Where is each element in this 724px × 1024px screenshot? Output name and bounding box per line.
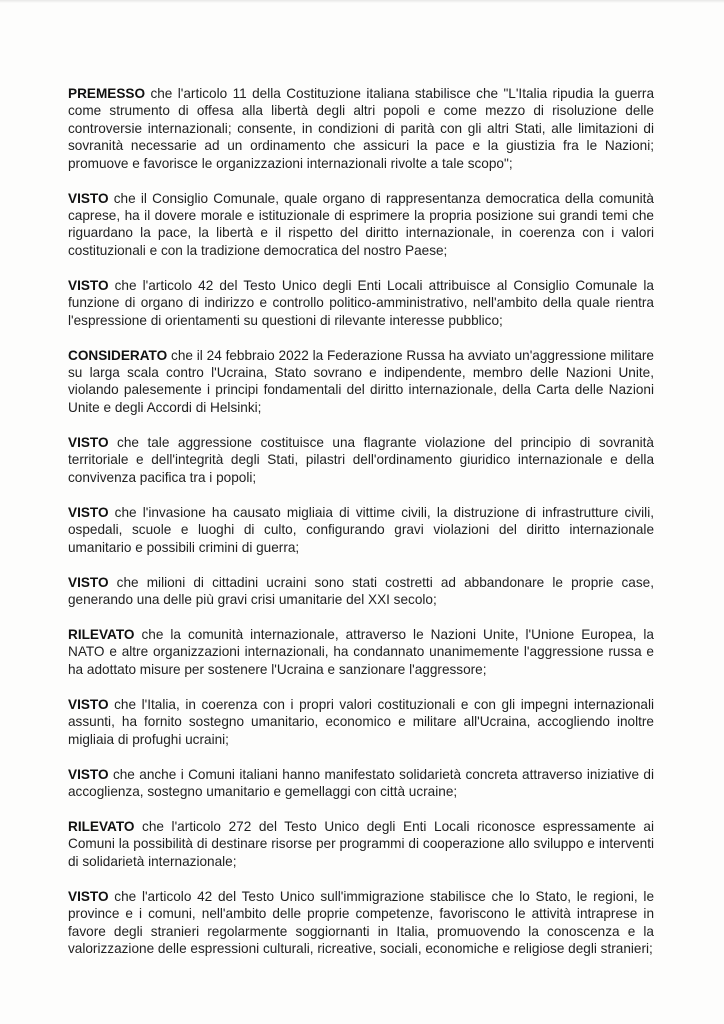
paragraph-text: che l'invasione ha causato migliaia di vittime civili, la distruzione di infrastrutture civili, ospedali, scuole e luoghi di culto, configurando gravi violazioni del diritto internazionale umanitario e possibili crimini di guerra;: [68, 504, 654, 555]
scan-edge: [0, 0, 724, 3]
paragraph-text: che milioni di cittadini ucraini sono stati costretti ad abbandonare le proprie case, generando una delle più gravi crisi umanitarie del XXI secolo;: [68, 574, 654, 607]
paragraph-keyword: RILEVATO: [68, 626, 135, 642]
paragraph-keyword: VISTO: [68, 277, 109, 293]
paragraph-keyword: VISTO: [68, 504, 109, 520]
paragraph-keyword: VISTO: [68, 434, 109, 450]
paragraph-visto: [68, 888, 654, 958]
paragraph-rilevato: [68, 818, 654, 870]
paragraph-keyword: PREMESSO: [68, 86, 146, 101]
paragraph-visto: [68, 766, 654, 801]
paragraph-text: che tale aggressione costituisce una flagrante violazione del principio di sovranità territoriale e dell'integrità degli Stati, pilastri dell'ordinamento giuridico internazionale e della convivenza pacifica tra i popoli;: [68, 434, 654, 485]
paragraph-text: che anche i Comuni italiani hanno manifestato solidarietà concreta attraverso iniziative di accoglienza, sostegno umanitario e gemellaggi con città ucraine;: [68, 766, 654, 799]
paragraph-text: che l'articolo 42 del Testo Unico degli Enti Locali attribuisce al Consiglio Comunale la funzione di organo di indirizzo e controllo politico-amministrativo, nell'ambito della quale rientra l'espressione di orientamenti su questioni di rilevante interesse pubblico;: [68, 277, 654, 328]
paragraph-text: che il 24 febbraio 2022 la Federazione Russa ha avviato un'aggressione militare su larga scala contro l'Ucraina, Stato sovrano e indipendente, membro delle Nazioni Unite, violando palesemente i principi fondamentali del diritto internazionale, della Carta delle Nazioni Unite e degli Accordi di Helsinki;: [68, 347, 654, 415]
paragraph-keyword: VISTO: [68, 190, 109, 206]
paragraph-keyword: VISTO: [68, 888, 109, 904]
paragraph-considerato: [68, 347, 654, 417]
paragraph-rilevato: [68, 626, 654, 678]
document-body: [68, 85, 654, 975]
paragraph-keyword: VISTO: [68, 766, 109, 782]
paragraph-keyword: RILEVATO: [68, 818, 135, 834]
paragraph-text: che l'articolo 11 della Costituzione italiana stabilisce che "L'Italia ripudia la guerra come strumento di offesa alla libertà degli altri popoli e come mezzo di risoluzione delle controversie internazionali; consente, in condizioni di parità con gli altri Stati, alle limitazioni di sovranità necessarie ad un ordinamento che assicuri la pace e la giustizia fra le Nazioni; promuove e favorisce le organizzazioni internazionali rivolte a tale scopo";: [68, 86, 654, 171]
paragraph-visto: [68, 277, 654, 329]
paragraph-visto: [68, 696, 654, 748]
paragraph-visto: [68, 434, 654, 486]
paragraph-visto: [68, 190, 654, 260]
paragraph-text: che il Consiglio Comunale, quale organo di rappresentanza democratica della comunità caprese, ha il dovere morale e istituzionale di esprimere la propria posizione sui grandi temi che riguardano la pace, la libertà e il rispetto del diritto internazionale, in coerenza con i valori costituzionali e con la tradizione democratica del nostro Paese;: [68, 190, 654, 258]
paragraph-text: che l'articolo 272 del Testo Unico degli Enti Locali riconosce espressamente ai Comuni la possibilità di destinare risorse per programmi di cooperazione allo sviluppo e interventi di solidarietà internazionale;: [68, 818, 654, 869]
paragraph-text: che l'articolo 42 del Testo Unico sull'immigrazione stabilisce che lo Stato, le regioni, le province e i comuni, nell'ambito delle proprie competenze, favoriscono le attività intraprese in favore degli stranieri regolarmente soggiornanti in Italia, promuovendo la conoscenza e la valorizzazione delle espressioni culturali, ricreative, sociali, economiche e religiose degli stranieri;: [68, 888, 654, 956]
paragraph-text: che la comunità internazionale, attraverso le Nazioni Unite, l'Unione Europea, la NATO e altre organizzazioni internazionali, ha condannato unanimemente l'aggressione russa e ha adottato misure per sostenere l'Ucraina e sanzionare l'aggressore;: [68, 626, 654, 677]
paragraph-keyword: VISTO: [68, 696, 109, 712]
paragraph-visto: [68, 574, 654, 609]
paragraph-visto: [68, 504, 654, 556]
paragraph-keyword: CONSIDERATO: [68, 347, 168, 363]
paragraph-text: che l'Italia, in coerenza con i propri valori costituzionali e con gli impegni internazionali assunti, ha fornito sostegno umanitario, economico e militare all'Ucraina, accogliendo inoltre migliaia di profughi ucraini;: [68, 696, 654, 747]
paragraph-premesso: [68, 85, 654, 172]
paragraph-keyword: VISTO: [68, 574, 109, 590]
